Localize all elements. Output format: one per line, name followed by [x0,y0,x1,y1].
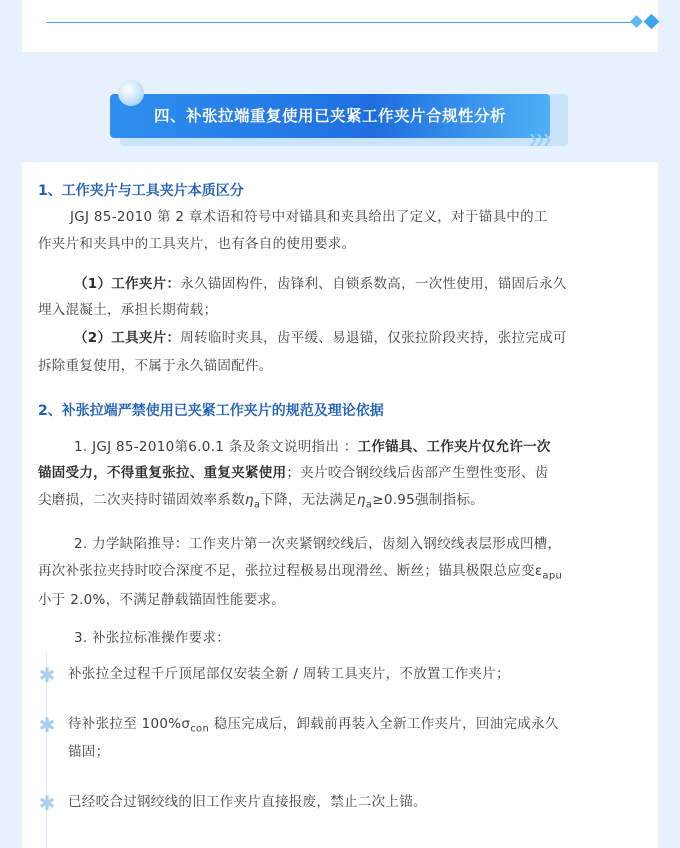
p1-line3-a: 尖磨损，二次夹持时锚固效率系数 [38,492,245,508]
bullet3-text: 已经咬合过钢绞线的旧工作夹片直接报废，禁止二次上锚。 [68,794,427,810]
snowflake-icon: ✱ [38,663,56,687]
section2-heading: 2、补张拉端严禁使用已夹紧工作夹片的规范及理论依据 [38,403,384,419]
eta-symbol-2: η [356,492,366,508]
p1-line1 [74,435,551,460]
p1-line3 [38,488,484,518]
p1-line3-c: ≥0.95强制指标。 [372,492,485,508]
bullet2-b: 稳压完成后，卸载前再装入全新工作夹片，回油完成永久 [209,716,559,732]
item1-label: （1）工作夹片： [74,276,181,292]
item2-text1: 周转临时夹具，齿平缓、易退锚，仅张拉阶段夹持，张拉完成可 [180,330,567,346]
p1-prefix: 1. JGJ 85-2010第6.0.1 条及条文说明指出 ： [74,439,358,455]
bullet2-line2: 锚固； [68,744,110,760]
p1-line2 [38,461,549,486]
snowflake-icon: ✱ [38,713,56,737]
section1-intro-line1: JGJ 85-2010 第 2 章术语和符号中对锚具和夹具给出了定义，对于锚具中的工 [70,209,548,225]
banner-title: 四、补张拉端重复使用已夹紧工作夹片合规性分析 [110,94,550,138]
eta-sub-2: a [365,499,373,511]
diamond-icon [644,14,660,30]
bubble-icon [118,80,144,106]
bullet1-text: 补张拉全过程千斤顶尾部仅安装全新 / 周转工具夹片，不放置工作夹片； [68,666,510,682]
p1-rest1: ；夹片咬合钢绞线后齿部产生塑性变形、齿 [286,465,549,481]
p3-heading: 3. 补张拉标准操作要求： [74,630,231,646]
snowflake-icon: ✱ [38,791,56,815]
eta-sub: a [253,499,261,511]
p2-line2-a: 再次补张拉夹持时咬合深度不足，张拉过程极易出现滑丝、断丝；锚具极限总应变 [38,563,535,579]
item2-label: （2）工具夹片： [74,330,181,346]
eta-symbol: η [245,492,254,508]
top-card [22,0,658,52]
sigma-sub: con [190,723,210,735]
content-card [22,162,658,848]
section1-intro-line2: 作夹片和夹具中的工具夹片，也有各自的使用要求。 [38,236,356,252]
epsilon-sub: apu [542,570,563,582]
p2-line1: 2. 力学缺陷推导：工作夹片第一次夹紧钢绞线后，齿刻入钢绞线表层形成凹槽， [74,536,562,552]
item1-text2: 埋入混凝土，承担长期荷载； [38,302,218,318]
item1-line1 [74,272,567,297]
p1-bold1: 工作锚具、工作夹片仅允许一次 [357,439,551,455]
p1-line3-b: 下降，无法满足 [260,492,357,508]
epsilon-symbol: ε [534,563,543,579]
diamond-icon [630,15,643,28]
section-banner [110,80,570,152]
section1-heading: 1、工作夹片与工具夹片本质区分 [38,183,244,199]
divider-line [46,22,634,23]
p1-bold2: 锚固受力，不得重复张拉、重复夹紧使用 [38,465,287,481]
item2-text2: 拆除重复使用，不属于永久锚固配件。 [38,358,273,374]
bullet2-line1 [68,712,559,742]
p2-line2 [38,559,562,589]
item2-line1 [74,326,567,351]
chevrons-icon: ❯❯❯ [528,132,550,146]
bullet2-a: 待补张拉至 100%σ [68,716,191,732]
p2-line3: 小于 2.0%，不满足静载锚固性能要求。 [38,592,286,608]
item1-text1: 永久锚固构件，齿锋利、自锁系数高，一次性使用，锚固后永久 [180,276,567,292]
